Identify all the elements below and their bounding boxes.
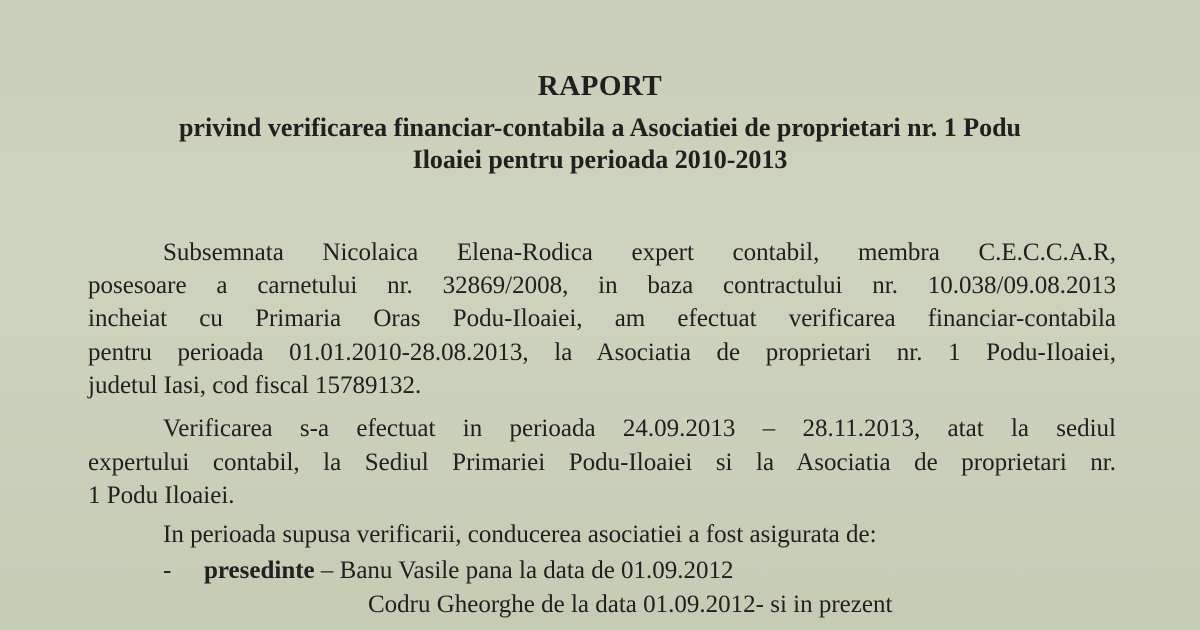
list-item-role: presedinte [204,557,315,584]
paragraph3: In perioada supusa verificarii, conducerea asociatiei a fost asigurata de: [163,521,877,548]
paragraph1-line2: posesoare a carnetului nr. 32869/2008, in baza contractului nr. 10.038/09.08.2013 [88,272,1116,299]
document-subtitle-line2: Iloaiei pentru perioada 2010-2013 [412,145,788,174]
paragraph1-line1: Subsemnata Nicolaica Elena-Rodica expert contabil, membra C.E.C.C.A.R, [163,239,1116,266]
paragraph2-line1: Verificarea s-a efectuat in perioada 24.09.2013 – 28.11.2013, atat la sediul [163,415,1116,442]
list-item-text: – Banu Vasile pana la data de 01.09.2012 [314,557,734,584]
document-subtitle-line1: privind verificarea financiar-contabila a Asociatiei de proprietari nr. 1 Podu [178,113,1022,142]
paragraph2-line3: 1 Podu Iloaiei. [88,482,235,509]
document-title: RAPORT [537,70,663,102]
paragraph1-line4: pentru perioada 01.01.2010-28.08.2013, la Asociatia de proprietari nr. 1 Podu-Iloaiei, [88,339,1116,366]
paragraph1-line5: judetul Iasi, cod fiscal 15789132. [88,372,422,399]
paragraph1-line3: incheiat cu Primaria Oras Podu-Iloaiei, am efectuat verificarea financiar-contabila [88,305,1116,332]
list-item-continuation: Codru Gheorghe de la data 01.09.2012- si in prezent [368,591,893,618]
paragraph2-line2: expertului contabil, la Sediul Primariei Podu-Iloaiei si la Asociatia de proprietari nr. [88,449,1116,476]
list-bullet: - [163,557,172,584]
list-item [204,556,734,586]
